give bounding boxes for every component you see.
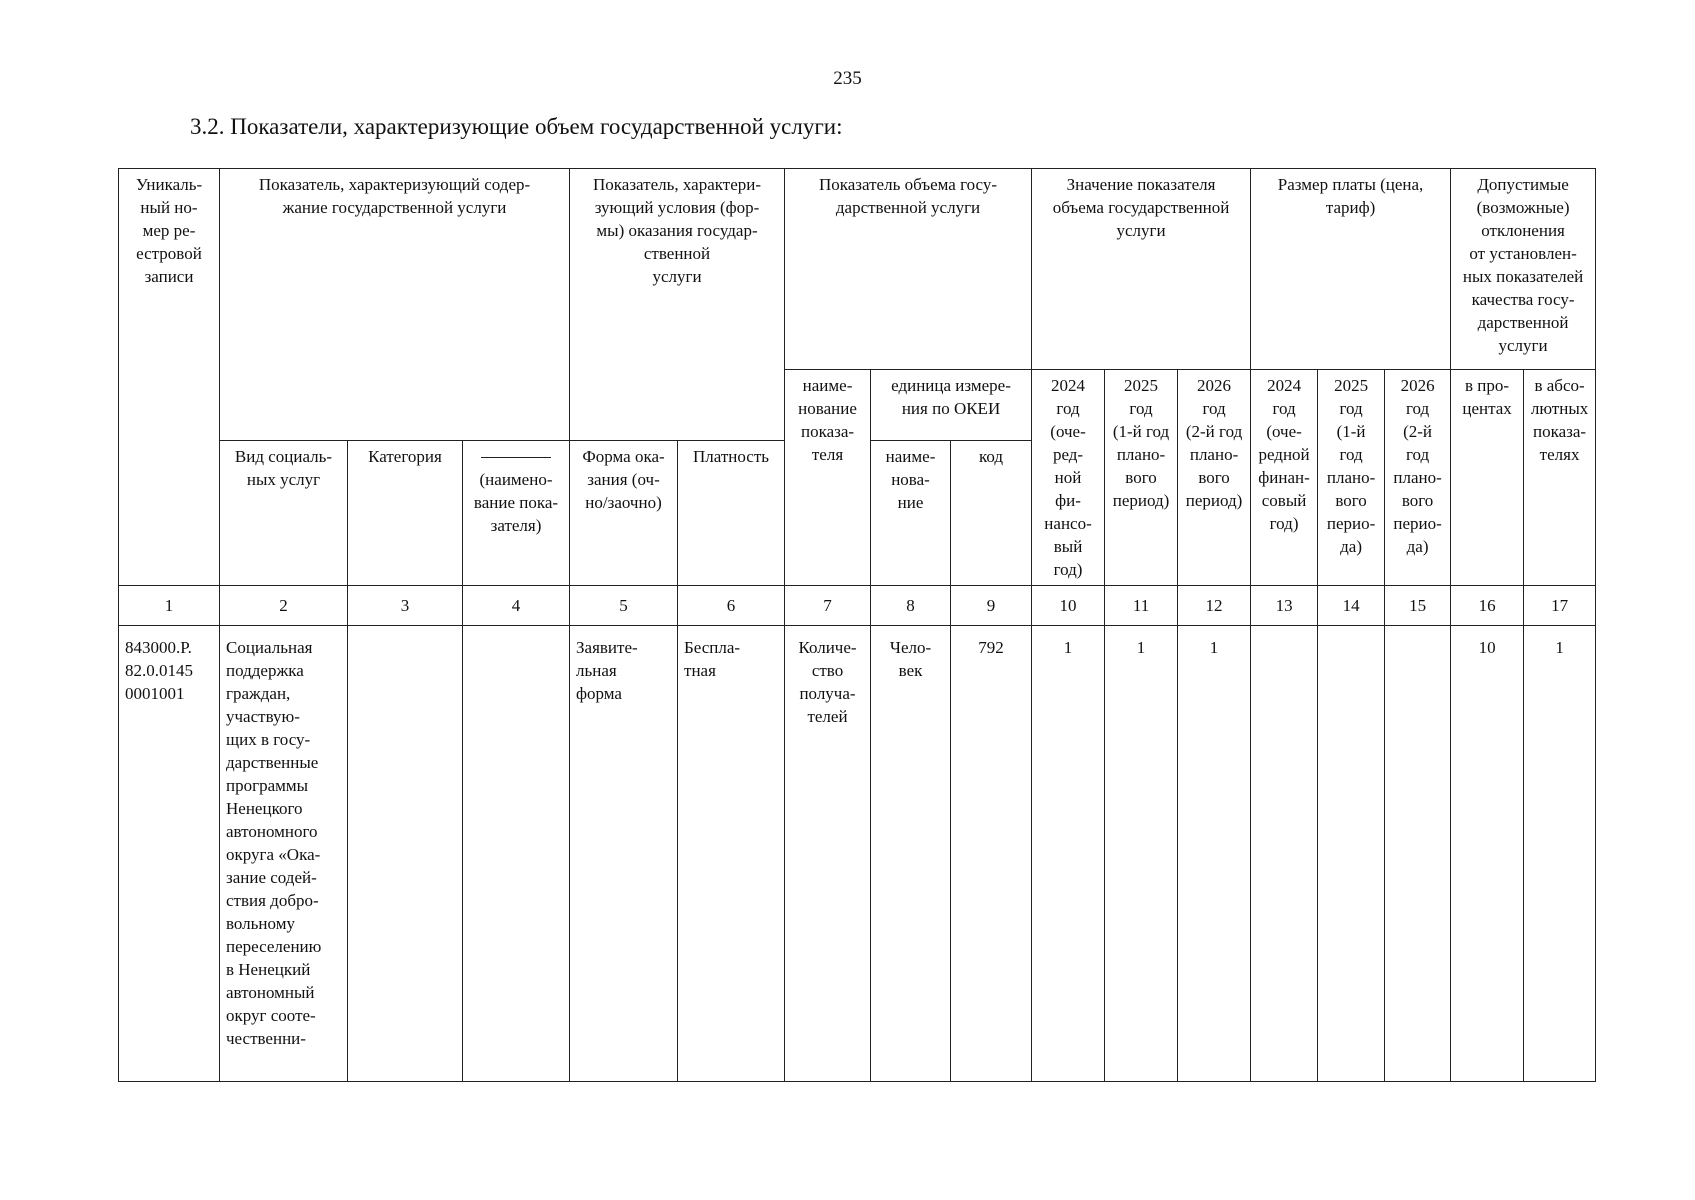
header-fee-2026: 2026 год (2-й год плано- вого перио- да) [1385, 370, 1451, 586]
header-unit-code: код [951, 440, 1032, 585]
header-value-2026: 2026 год (2-й год плано- вого период) [1178, 370, 1251, 586]
column-number: 8 [871, 586, 951, 626]
page-number: 235 [833, 68, 862, 89]
header-volume-group: Показатель объема госу- дарственной услуги [785, 169, 1032, 370]
cell-form: Заявите- льная форма [570, 626, 678, 1082]
header-deviation-absolute: в абсо- лютных показа- телях [1524, 370, 1596, 586]
header-value-2025: 2025 год (1-й год плано- вого период) [1105, 370, 1178, 586]
cell-value-2026: 1 [1178, 626, 1251, 1082]
cell-fee-2024 [1251, 626, 1318, 1082]
blank-fill-line [481, 457, 551, 458]
cell-payment: Беспла- тная [678, 626, 785, 1082]
header-content-group: Показатель, характеризующий содер- жание государственной услуги [220, 169, 570, 441]
column-number: 13 [1251, 586, 1318, 626]
header-registry-number: Уникаль- ный но- мер ре- естровой записи [119, 169, 220, 586]
header-indicator-name: наиме- нование показа- теля [785, 370, 871, 586]
table-row [119, 626, 1596, 1082]
column-number: 15 [1385, 586, 1451, 626]
header-fee-group: Размер платы (цена, тариф) [1251, 169, 1451, 370]
cell-indicator-name: Количе- ство получа- телей [785, 626, 871, 1082]
cell-unit-code: 792 [951, 626, 1032, 1082]
column-number: 4 [463, 586, 570, 626]
column-number: 12 [1178, 586, 1251, 626]
cell-category [348, 626, 463, 1082]
header-category: Категория [348, 440, 463, 585]
cell-registry-number: 843000.Р. 82.0.0145 0001001 [119, 626, 220, 1082]
column-number: 6 [678, 586, 785, 626]
column-number: 10 [1032, 586, 1105, 626]
volume-indicators-table [118, 168, 1596, 1082]
column-number: 14 [1318, 586, 1385, 626]
cell-fee-2026 [1385, 626, 1451, 1082]
column-number: 3 [348, 586, 463, 626]
header-value-2024: 2024 год (оче- ред- ной фи- нансо- вый год) [1032, 370, 1105, 586]
column-number: 2 [220, 586, 348, 626]
cell-fee-2025 [1318, 626, 1385, 1082]
column-number: 16 [1451, 586, 1524, 626]
header-value-group: Значение показателя объема государственной услуги [1032, 169, 1251, 370]
column-number: 5 [570, 586, 678, 626]
header-fee-2025: 2025 год (1-й год плано- вого перио- да) [1318, 370, 1385, 586]
column-number: 1 [119, 586, 220, 626]
cell-deviation-absolute: 1 [1524, 626, 1596, 1082]
column-numbers-row [119, 586, 1596, 626]
cell-value-2025: 1 [1105, 626, 1178, 1082]
header-fee-2024: 2024 год (оче- редной финан- совый год) [1251, 370, 1318, 586]
column-number: 9 [951, 586, 1032, 626]
cell-indicator-name-blank [463, 626, 570, 1082]
header-okei-unit: единица измере- ния по ОКЕИ [871, 370, 1032, 441]
column-number: 11 [1105, 586, 1178, 626]
cell-deviation-percent: 10 [1451, 626, 1524, 1082]
header-deviation-percent: в про- центах [1451, 370, 1524, 586]
header-service-kind: Вид социаль- ных услуг [220, 440, 348, 585]
header-form: Форма ока- зания (оч- но/заочно) [570, 440, 678, 585]
cell-service-kind: Социальная поддержка граждан, участвую- щих в госу- дарственные программы Ненецкого автономного округа «Ока- зание содей- ствия добро- вольному переселению в Ненецкий автономный округ сооте- чественни- [220, 626, 348, 1082]
header-unit-name: наиме- нова- ние [871, 440, 951, 585]
header-name-caption: (наимено- вание пока- зателя) [473, 469, 559, 535]
section-title: 3.2. Показатели, характеризующие объем государственной услуги: [190, 114, 843, 139]
header-conditions-group: Показатель, характери- зующий условия (фор- мы) оказания государ- ственной услуги [570, 169, 785, 441]
cell-unit-name: Чело- век [871, 626, 951, 1082]
header-indicator-name-blank [463, 440, 570, 585]
column-number: 7 [785, 586, 871, 626]
header-payment: Платность [678, 440, 785, 585]
cell-value-2024: 1 [1032, 626, 1105, 1082]
header-deviation-group: Допустимые (возможные) отклонения от установлен- ных показателей качества госу- дарственной услуги [1451, 169, 1596, 370]
column-number: 17 [1524, 586, 1596, 626]
